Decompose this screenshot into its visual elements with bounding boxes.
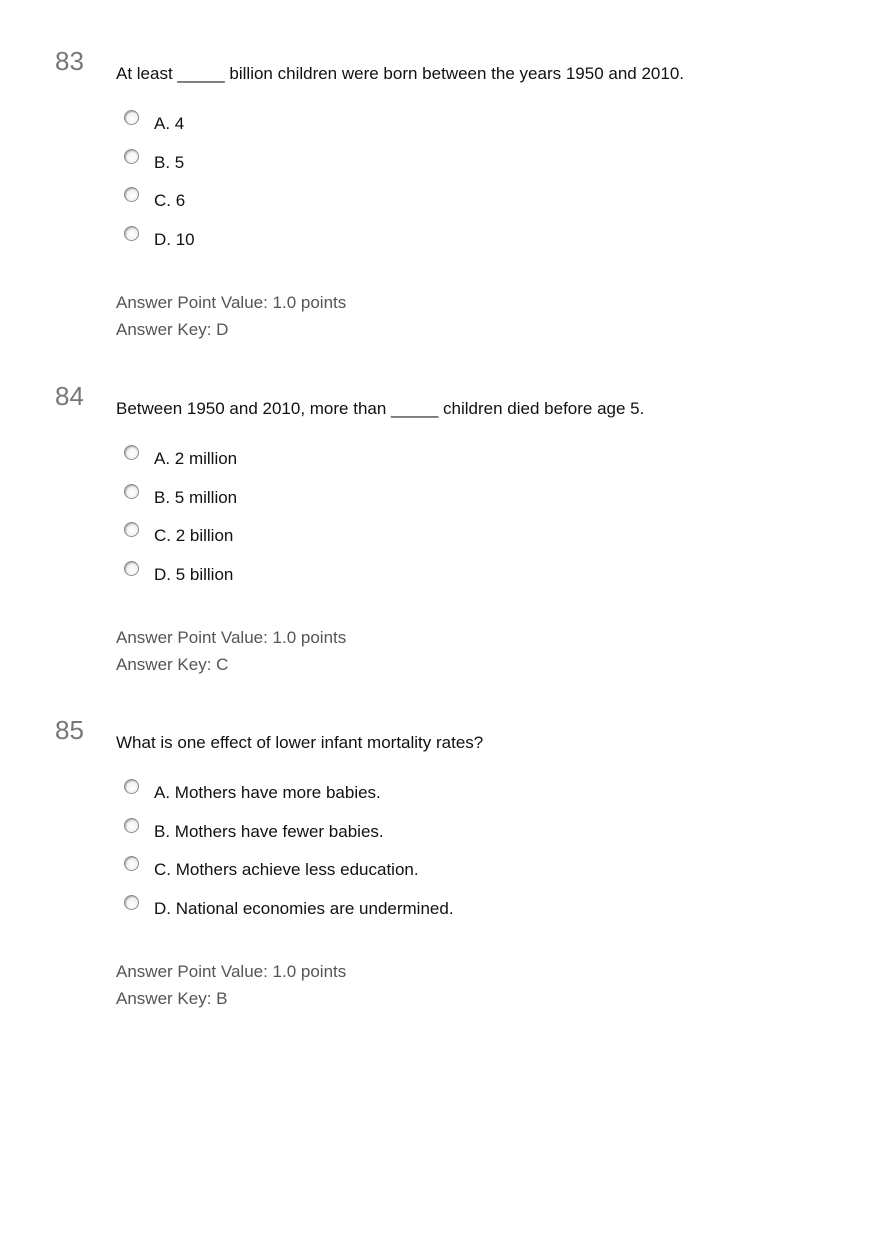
answer-key: Answer Key: D <box>116 319 229 339</box>
point-value: Answer Point Value: 1.0 points <box>116 293 347 312</box>
question-text: What is one effect of lower infant mortality rates? <box>116 733 484 752</box>
option-label: D. 10 <box>154 229 195 249</box>
radio-button[interactable] <box>124 895 139 910</box>
radio-button[interactable] <box>124 818 139 833</box>
question-number: 84 <box>55 381 84 411</box>
question-number: 85 <box>55 715 84 745</box>
radio-button[interactable] <box>124 522 139 537</box>
radio-button[interactable] <box>124 110 139 125</box>
question-number: 83 <box>55 46 84 76</box>
option-label: A. Mothers have more babies. <box>154 783 381 802</box>
point-value: Answer Point Value: 1.0 points <box>116 962 347 981</box>
radio-button[interactable] <box>124 856 139 871</box>
answer-key: Answer Key: C <box>116 654 229 674</box>
radio-button[interactable] <box>124 484 139 499</box>
option-label: C. 2 billion <box>154 526 234 545</box>
answer-key: Answer Key: B <box>116 988 228 1008</box>
radio-button[interactable] <box>124 226 139 241</box>
radio-button[interactable] <box>124 561 139 576</box>
option-label: A. 2 million <box>154 449 238 468</box>
option-label: C. Mothers achieve less education. <box>154 860 419 879</box>
radio-button[interactable] <box>124 779 139 794</box>
answer-meta <box>116 625 346 678</box>
option-label: B. 5 <box>154 152 185 172</box>
option-label: D. 5 billion <box>154 564 234 584</box>
point-value: Answer Point Value: 1.0 points <box>116 628 347 647</box>
radio-button[interactable] <box>124 187 139 202</box>
answer-meta <box>116 959 346 1012</box>
option-label: B. 5 million <box>154 487 238 507</box>
answer-meta <box>116 290 346 343</box>
radio-button[interactable] <box>124 149 139 164</box>
radio-button[interactable] <box>124 445 139 460</box>
option-label: A. 4 <box>154 114 185 133</box>
question-text: At least _____ billion children were born between the years 1950 and 2010. <box>116 64 684 83</box>
option-label: C. 6 <box>154 191 186 210</box>
question-text: Between 1950 and 2010, more than _____ children died before age 5. <box>116 399 645 418</box>
option-label: B. Mothers have fewer babies. <box>154 821 384 841</box>
option-label: D. National economies are undermined. <box>154 898 454 918</box>
